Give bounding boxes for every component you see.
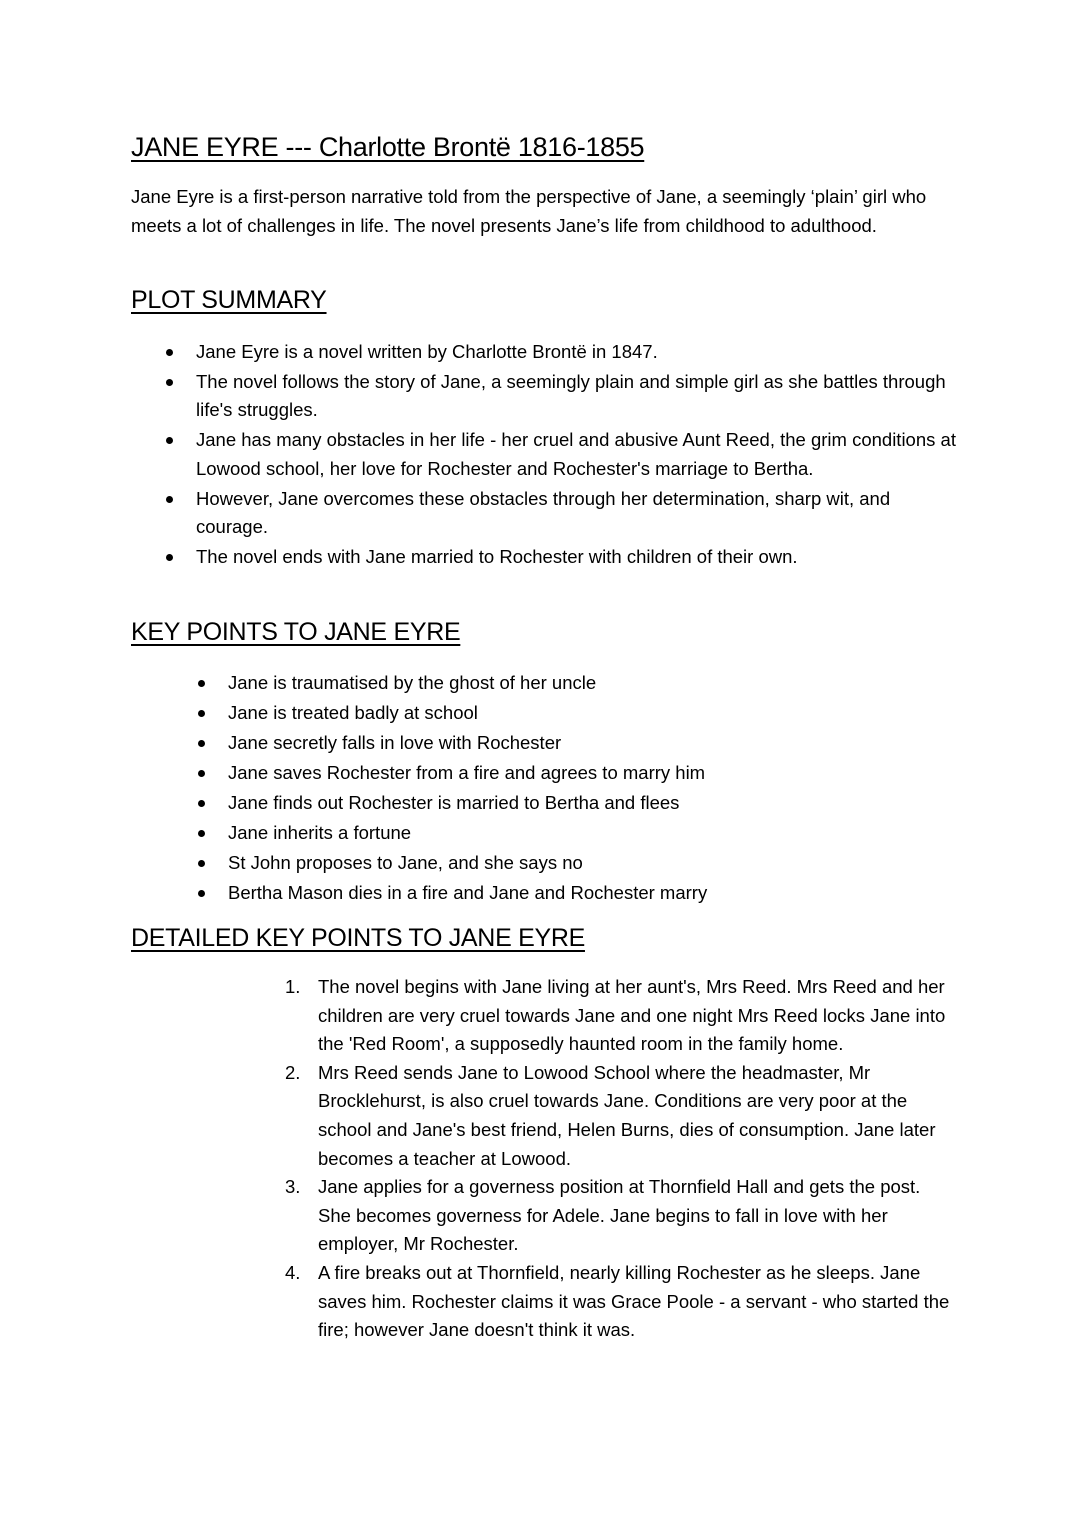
list-item-number: 1. [285,976,301,997]
list-item-text: The novel begins with Jane living at her aunt's, Mrs Reed. Mrs Reed and her children are very cruel towards Jane and one night Mrs Reed locks Jane into the 'Red Room', a supposedly haunted room in the family home. [318,976,946,1055]
bullet-icon [198,860,205,867]
list-item [285,1059,958,1173]
detailed-key-points-heading: DETAILED KEY POINTS TO JANE EYRE [131,924,585,952]
key-points-list [228,669,928,909]
list-item [228,849,928,878]
list-item-text: Jane Eyre is a novel written by Charlotte Brontë in 1847. [196,341,658,362]
bullet-icon [198,800,205,807]
list-item [228,819,928,848]
list-item [285,1259,958,1345]
bullet-icon [166,349,173,356]
list-item [196,543,966,572]
bullet-icon [166,379,173,386]
bullet-icon [198,740,205,747]
bullet-icon [198,710,205,717]
bullet-icon [166,437,173,444]
list-item-text: However, Jane overcomes these obstacles through her determination, sharp wit, and courage. [196,487,891,538]
list-item-text: Jane is treated badly at school [228,701,478,723]
list-item-text: Jane applies for a governess position at Thornfield Hall and gets the post. She becomes governess for Adele. Jane begins to fall in love with her employer, Mr Rochester. [318,1176,921,1255]
plot-summary-list [196,338,966,573]
list-item-number: 2. [285,1061,301,1083]
bullet-icon [198,890,205,897]
bullet-icon [198,770,205,777]
list-item [228,669,928,698]
list-item [228,699,928,728]
list-item-text: A fire breaks out at Thornfield, nearly killing Rochester as he sleeps. Jane saves him. Rochester claims it was Grace Poole - a servant - who started the fire; however Jane doesn't think it was. [318,1261,950,1341]
list-item [228,729,928,758]
list-item-text: St John proposes to Jane, and she says no [228,851,583,873]
list-item-text: Jane finds out Rochester is married to Bertha and flees [228,791,680,813]
list-item [196,338,966,367]
list-item-text: Bertha Mason dies in a fire and Jane and Rochester marry [228,881,708,903]
key-points-heading: KEY POINTS TO JANE EYRE [131,618,461,646]
detailed-key-points-list [285,973,958,1345]
list-item [196,426,966,483]
list-item [196,368,966,425]
list-item [285,1173,958,1259]
list-item [196,485,966,542]
list-item-text: The novel follows the story of Jane, a seemingly plain and simple girl as she battles through life's struggles. [196,370,946,421]
list-item-text: Mrs Reed sends Jane to Lowood School where the headmaster, Mr Brocklehurst, is also cruel towards Jane. Conditions are very poor at the school and Jane's best friend, Helen Burns, dies of consumption. Jane later becomes a teacher at Lowood. [318,1061,936,1169]
intro-paragraph: Jane Eyre is a first-person narrative told from the perspective of Jane, a seemingly ‘plain’ girl who meets a lot of challenges in life. The novel presents Jane’s life from childhood to adulthood. [131,186,927,236]
list-item [228,879,928,908]
list-item-text: Jane is traumatised by the ghost of her uncle [228,672,597,693]
list-item [228,789,928,818]
plot-summary-heading: PLOT SUMMARY [131,286,327,314]
bullet-icon [166,496,173,503]
list-item-text: Jane saves Rochester from a fire and agrees to marry him [228,761,706,783]
list-item [228,759,928,788]
list-item-number: 3. [285,1176,301,1198]
list-item [285,973,958,1059]
list-item-text: The novel ends with Jane married to Rochester with children of their own. [196,546,798,568]
list-item-text: Jane secretly falls in love with Rochester [228,731,562,753]
bullet-icon [166,554,173,561]
list-item-text: Jane inherits a fortune [228,821,412,843]
bullet-icon [198,830,205,837]
list-item-number: 4. [285,1261,301,1283]
document-title: JANE EYRE --- Charlotte Brontë 1816-1855 [131,132,645,162]
bullet-icon [198,680,205,687]
list-item-text: Jane has many obstacles in her life - her cruel and abusive Aunt Reed, the grim conditions at Lowood school, her love for Rochester and Rochester's marriage to Bertha. [196,429,956,479]
